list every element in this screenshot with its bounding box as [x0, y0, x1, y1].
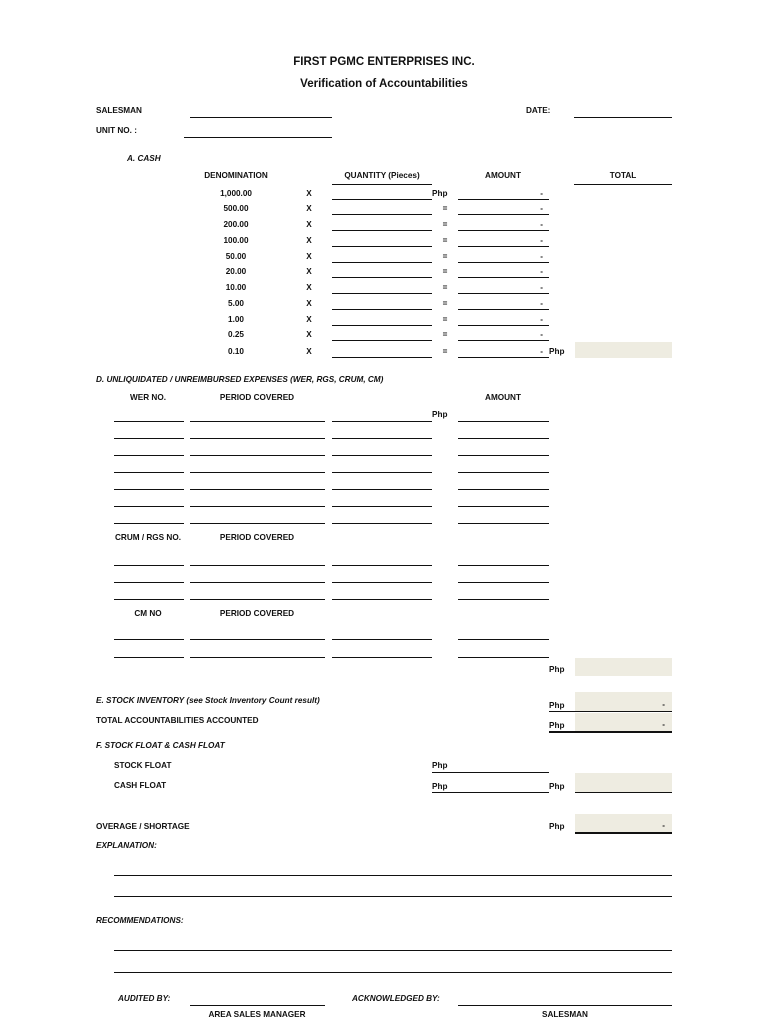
expenses-currency: Php — [432, 410, 448, 419]
equals-sign: = — [442, 299, 448, 308]
date-label: DATE: — [526, 106, 551, 115]
stock-inventory-value: - — [662, 700, 665, 709]
amount-field[interactable] — [458, 325, 549, 326]
stock-float-field[interactable] — [432, 772, 549, 773]
quantity-field[interactable] — [332, 357, 432, 358]
col-quantity: QUANTITY (Pieces) — [344, 171, 420, 180]
times-sign: X — [306, 299, 312, 308]
recommendations-line-2[interactable] — [114, 972, 672, 973]
overage-value: - — [662, 821, 665, 830]
reference-field[interactable] — [332, 455, 432, 456]
date-field[interactable] — [574, 117, 672, 118]
acknowledged-by-signature-line[interactable] — [458, 1005, 672, 1006]
col-wer-no: WER NO. — [130, 393, 166, 402]
expense-amount-field[interactable] — [458, 506, 549, 507]
period-covered-field[interactable] — [190, 599, 325, 600]
amount-field[interactable] — [458, 357, 549, 358]
times-sign: X — [306, 204, 312, 213]
expense-amount-field[interactable] — [458, 489, 549, 490]
expense-amount-field[interactable] — [458, 639, 549, 640]
explanation-line-1[interactable] — [114, 875, 672, 876]
expense-amount-field[interactable] — [458, 565, 549, 566]
col-period-covered: PERIOD COVERED — [219, 393, 295, 402]
expense-amount-field[interactable] — [458, 472, 549, 473]
amount-field[interactable] — [458, 262, 549, 263]
quantity-field[interactable] — [332, 199, 432, 200]
amount-field[interactable] — [458, 309, 549, 310]
period-covered-field[interactable] — [190, 523, 325, 524]
times-sign: X — [306, 220, 312, 229]
period-covered-field[interactable] — [190, 472, 325, 473]
quantity-field[interactable] — [332, 230, 432, 231]
amount-field[interactable] — [458, 199, 549, 200]
crum-period-label: PERIOD COVERED — [219, 533, 295, 542]
stock-inventory-field[interactable] — [575, 692, 672, 711]
reference-field[interactable] — [332, 438, 432, 439]
total-header-underline — [574, 184, 672, 185]
reference-field[interactable] — [332, 421, 432, 422]
expense-amount-field[interactable] — [458, 582, 549, 583]
amount-value: - — [540, 204, 543, 213]
amount-value: - — [540, 299, 543, 308]
overage-underline — [575, 832, 672, 834]
expense-amount-field[interactable] — [458, 438, 549, 439]
cash-float-total-currency: Php — [549, 782, 565, 791]
reference-field[interactable] — [332, 489, 432, 490]
cm-period-label: PERIOD COVERED — [219, 609, 295, 618]
times-sign: X — [306, 283, 312, 292]
period-covered-field[interactable] — [190, 438, 325, 439]
equals-sign: = — [442, 236, 448, 245]
cash-section-label: A. CASH — [127, 154, 161, 163]
total-accounted-label: TOTAL ACCOUNTABILITIES ACCOUNTED — [96, 716, 259, 725]
document-no-field[interactable] — [114, 565, 184, 566]
document-no-field[interactable] — [114, 523, 184, 524]
cash-float-field[interactable] — [432, 792, 549, 793]
times-sign: X — [306, 252, 312, 261]
denomination-value: 0.10 — [228, 347, 244, 356]
reference-field[interactable] — [332, 506, 432, 507]
quantity-field[interactable] — [332, 325, 432, 326]
equals-sign: = — [442, 220, 448, 229]
cm-no-label: CM NO — [134, 609, 162, 618]
denomination-value: 20.00 — [225, 267, 247, 276]
quantity-field[interactable] — [332, 277, 432, 278]
times-sign: X — [306, 189, 312, 198]
cash-float-currency: Php — [432, 782, 448, 791]
overage-field[interactable] — [575, 814, 672, 832]
equals-sign: = — [442, 347, 448, 356]
expenses-section-label: D. UNLIQUIDATED / UNREIMBURSED EXPENSES (WER, RGS, CRUM, CM) — [96, 375, 384, 384]
period-covered-field[interactable] — [190, 657, 325, 658]
unit-no-label: UNIT NO. : — [96, 126, 137, 135]
acknowledged-by-label: ACKNOWLEDGED BY: — [352, 994, 440, 1003]
period-covered-field[interactable] — [190, 489, 325, 490]
form-title: Verification of Accountabilities — [300, 78, 468, 90]
quantity-field[interactable] — [332, 309, 432, 310]
document-no-field[interactable] — [114, 657, 184, 658]
amount-field[interactable] — [458, 230, 549, 231]
period-covered-field[interactable] — [190, 455, 325, 456]
denomination-value: 50.00 — [225, 252, 247, 261]
quantity-field[interactable] — [332, 262, 432, 263]
times-sign: X — [306, 347, 312, 356]
amount-value: - — [540, 267, 543, 276]
equals-sign: = — [442, 315, 448, 324]
expense-amount-field[interactable] — [458, 657, 549, 658]
total-accounted-underline — [549, 731, 672, 733]
denomination-value: 200.00 — [223, 220, 249, 229]
amount-value: - — [540, 252, 543, 261]
cash-float-label: CASH FLOAT — [114, 781, 167, 790]
amount-value: - — [540, 220, 543, 229]
denomination-value: 100.00 — [223, 236, 249, 245]
amount-value: - — [540, 236, 543, 245]
audited-by-role: AREA SALES MANAGER — [208, 1010, 306, 1019]
stock-float-label: STOCK FLOAT — [114, 761, 172, 770]
quantity-field[interactable] — [332, 246, 432, 247]
document-no-field[interactable] — [114, 472, 184, 473]
document-no-field[interactable] — [114, 455, 184, 456]
document-no-field[interactable] — [114, 582, 184, 583]
explanation-line-2[interactable] — [114, 896, 672, 897]
stock-inventory-currency: Php — [549, 701, 565, 710]
cash-total-field[interactable] — [575, 342, 672, 358]
period-covered-field[interactable] — [190, 421, 325, 422]
expense-amount-field[interactable] — [458, 523, 549, 524]
document-no-field[interactable] — [114, 599, 184, 600]
total-accounted-field[interactable] — [575, 713, 672, 731]
times-sign: X — [306, 267, 312, 276]
amount-value: - — [540, 315, 543, 324]
reference-field[interactable] — [332, 565, 432, 566]
equals-sign: = — [442, 283, 448, 292]
recommendations-label: RECOMMENDATIONS: — [96, 916, 184, 925]
expense-amount-field[interactable] — [458, 421, 549, 422]
equals-sign: = — [442, 204, 448, 213]
audited-by-signature-line[interactable] — [190, 1005, 325, 1006]
unit-no-field[interactable] — [184, 137, 332, 138]
document-no-field[interactable] — [114, 489, 184, 490]
reference-field[interactable] — [332, 472, 432, 473]
col-expense-amount: AMOUNT — [485, 393, 521, 402]
total-accounted-value: - — [662, 720, 665, 729]
period-covered-field[interactable] — [190, 565, 325, 566]
reference-field[interactable] — [332, 639, 432, 640]
salesman-label: SALESMAN — [96, 106, 142, 115]
quantity-field[interactable] — [332, 214, 432, 215]
expense-amount-field[interactable] — [458, 455, 549, 456]
amount-value: - — [540, 330, 543, 339]
expense-amount-field[interactable] — [458, 599, 549, 600]
floats-section-label: F. STOCK FLOAT & CASH FLOAT — [96, 741, 225, 750]
col-amount: AMOUNT — [485, 171, 521, 180]
explanation-label: EXPLANATION: — [96, 841, 157, 850]
period-covered-field[interactable] — [190, 639, 325, 640]
stock-inventory-underline — [549, 711, 672, 712]
document-no-field[interactable] — [114, 639, 184, 640]
times-sign: X — [306, 236, 312, 245]
times-sign: X — [306, 330, 312, 339]
denomination-value: 500.00 — [223, 204, 249, 213]
amount-value: - — [540, 283, 543, 292]
amount-field[interactable] — [458, 214, 549, 215]
document-no-field[interactable] — [114, 506, 184, 507]
equals-sign: = — [442, 252, 448, 261]
document-no-field[interactable] — [114, 421, 184, 422]
denomination-value: 10.00 — [225, 283, 247, 292]
amount-value: - — [540, 347, 543, 356]
company-name: FIRST PGMC ENTERPRISES INC. — [293, 56, 475, 68]
document-no-field[interactable] — [114, 438, 184, 439]
acknowledged-by-role: SALESMAN — [542, 1010, 588, 1019]
total-accounted-currency: Php — [549, 721, 565, 730]
period-covered-field[interactable] — [190, 582, 325, 583]
crum-rgs-label: CRUM / RGS NO. — [115, 533, 181, 542]
denomination-value: 1.00 — [228, 315, 244, 324]
cash-total-currency: Php — [549, 347, 565, 356]
cash-currency: Php — [432, 189, 448, 198]
overage-currency: Php — [549, 822, 565, 831]
amount-field[interactable] — [458, 246, 549, 247]
cash-float-total-underline — [575, 792, 672, 793]
equals-sign: = — [442, 330, 448, 339]
audited-by-label: AUDITED BY: — [118, 994, 171, 1003]
period-covered-field[interactable] — [190, 506, 325, 507]
reference-field[interactable] — [332, 599, 432, 600]
times-sign: X — [306, 315, 312, 324]
equals-sign: = — [442, 267, 448, 276]
denomination-value: 0.25 — [228, 330, 244, 339]
amount-field[interactable] — [458, 277, 549, 278]
stock-float-currency: Php — [432, 761, 448, 770]
expenses-total-currency: Php — [549, 665, 565, 674]
quantity-field[interactable] — [332, 340, 432, 341]
salesman-field[interactable] — [190, 117, 332, 118]
reference-field[interactable] — [332, 657, 432, 658]
amount-field[interactable] — [458, 340, 549, 341]
denomination-value: 5.00 — [228, 299, 244, 308]
col-denomination: DENOMINATION — [204, 171, 268, 180]
expenses-total-field[interactable] — [575, 658, 672, 676]
cash-float-total-field[interactable] — [575, 773, 672, 792]
amount-field[interactable] — [458, 293, 549, 294]
quantity-header-underline — [332, 184, 432, 185]
recommendations-line-1[interactable] — [114, 950, 672, 951]
col-total: TOTAL — [609, 171, 637, 180]
reference-field[interactable] — [332, 582, 432, 583]
quantity-field[interactable] — [332, 293, 432, 294]
amount-value: - — [540, 189, 543, 198]
stock-inventory-label: E. STOCK INVENTORY (see Stock Inventory Count result) — [96, 696, 320, 705]
reference-field[interactable] — [332, 523, 432, 524]
denomination-value: 1,000.00 — [220, 189, 252, 198]
overage-label: OVERAGE / SHORTAGE — [96, 822, 190, 831]
